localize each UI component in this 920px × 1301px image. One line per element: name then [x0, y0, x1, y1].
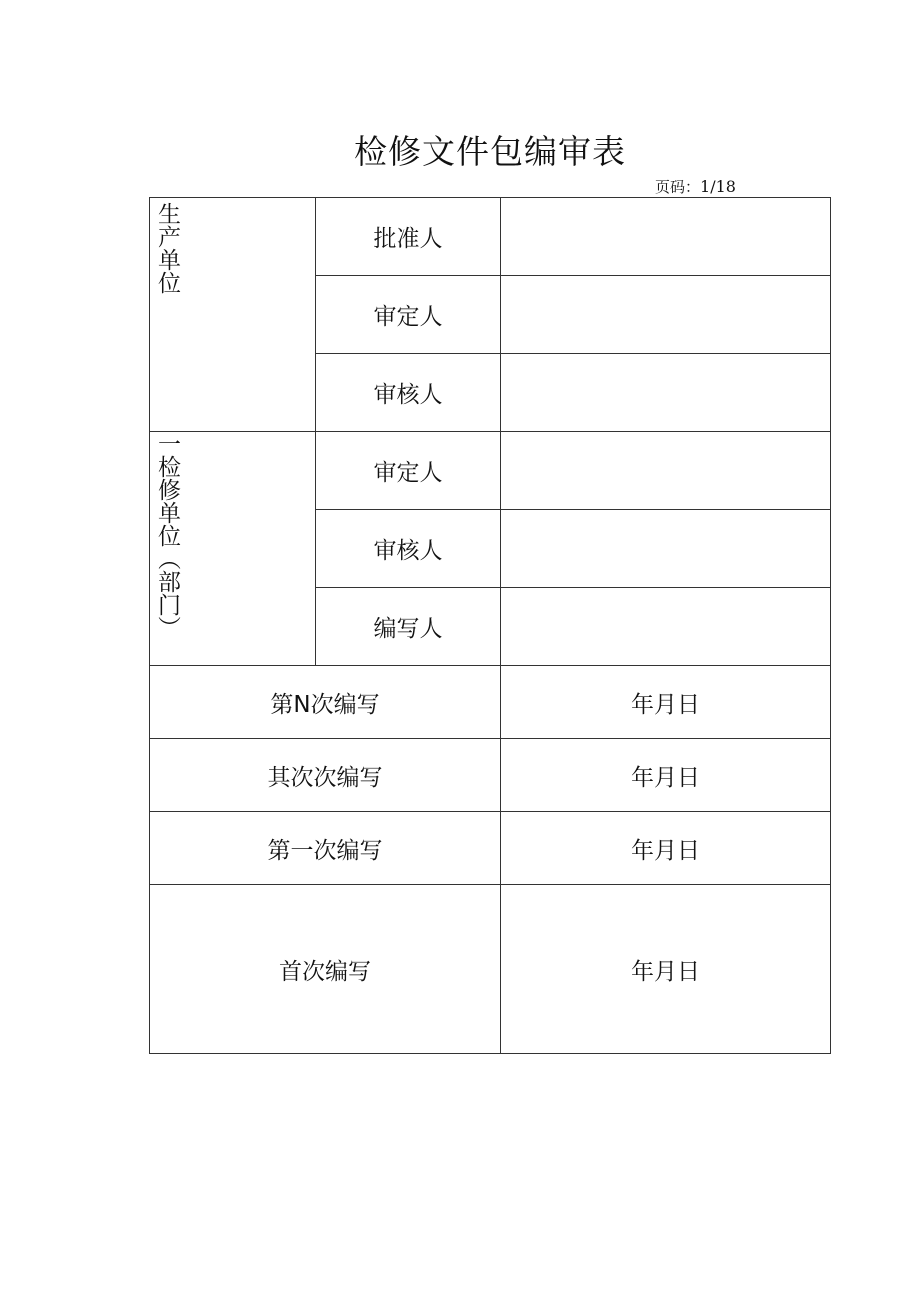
compilation-date[interactable]: 年月日: [501, 739, 831, 812]
role-label: 批准人: [316, 198, 501, 276]
compilation-date[interactable]: 年月日: [501, 812, 831, 885]
signature-field[interactable]: [501, 276, 831, 354]
table-row: [150, 666, 831, 739]
page-title: 检修文件包编审表: [354, 132, 626, 171]
table-row: [150, 885, 831, 1054]
maintenance-unit-cell: [150, 432, 316, 666]
role-label: 编写人: [316, 588, 501, 666]
role-label: 审定人: [316, 276, 501, 354]
compilation-label: 首次编写: [150, 885, 501, 1054]
signature-field[interactable]: [501, 432, 831, 510]
review-table: [149, 197, 831, 1054]
compilation-label: 第N次编写: [150, 666, 501, 739]
role-label: 审定人: [316, 432, 501, 510]
page-number: [655, 176, 736, 197]
page-label: 页码：: [655, 178, 701, 196]
compilation-date[interactable]: 年月日: [501, 885, 831, 1054]
production-unit-cell: [150, 198, 316, 432]
table-row: [150, 198, 831, 276]
signature-field[interactable]: [501, 198, 831, 276]
role-label: 审核人: [316, 510, 501, 588]
compilation-label: 其次次编写: [150, 739, 501, 812]
table-row: [150, 812, 831, 885]
production-unit-label: 生产单位: [154, 202, 180, 294]
table-row: [150, 432, 831, 510]
signature-field[interactable]: [501, 510, 831, 588]
signature-field[interactable]: [501, 588, 831, 666]
signature-field[interactable]: [501, 354, 831, 432]
maintenance-unit-label: 一检修单位（部门）: [154, 432, 180, 639]
compilation-date[interactable]: 年月日: [501, 666, 831, 739]
role-label: 审核人: [316, 354, 501, 432]
compilation-label: 第一次编写: [150, 812, 501, 885]
table-row: [150, 739, 831, 812]
page-number-value: 1/18: [700, 177, 736, 196]
